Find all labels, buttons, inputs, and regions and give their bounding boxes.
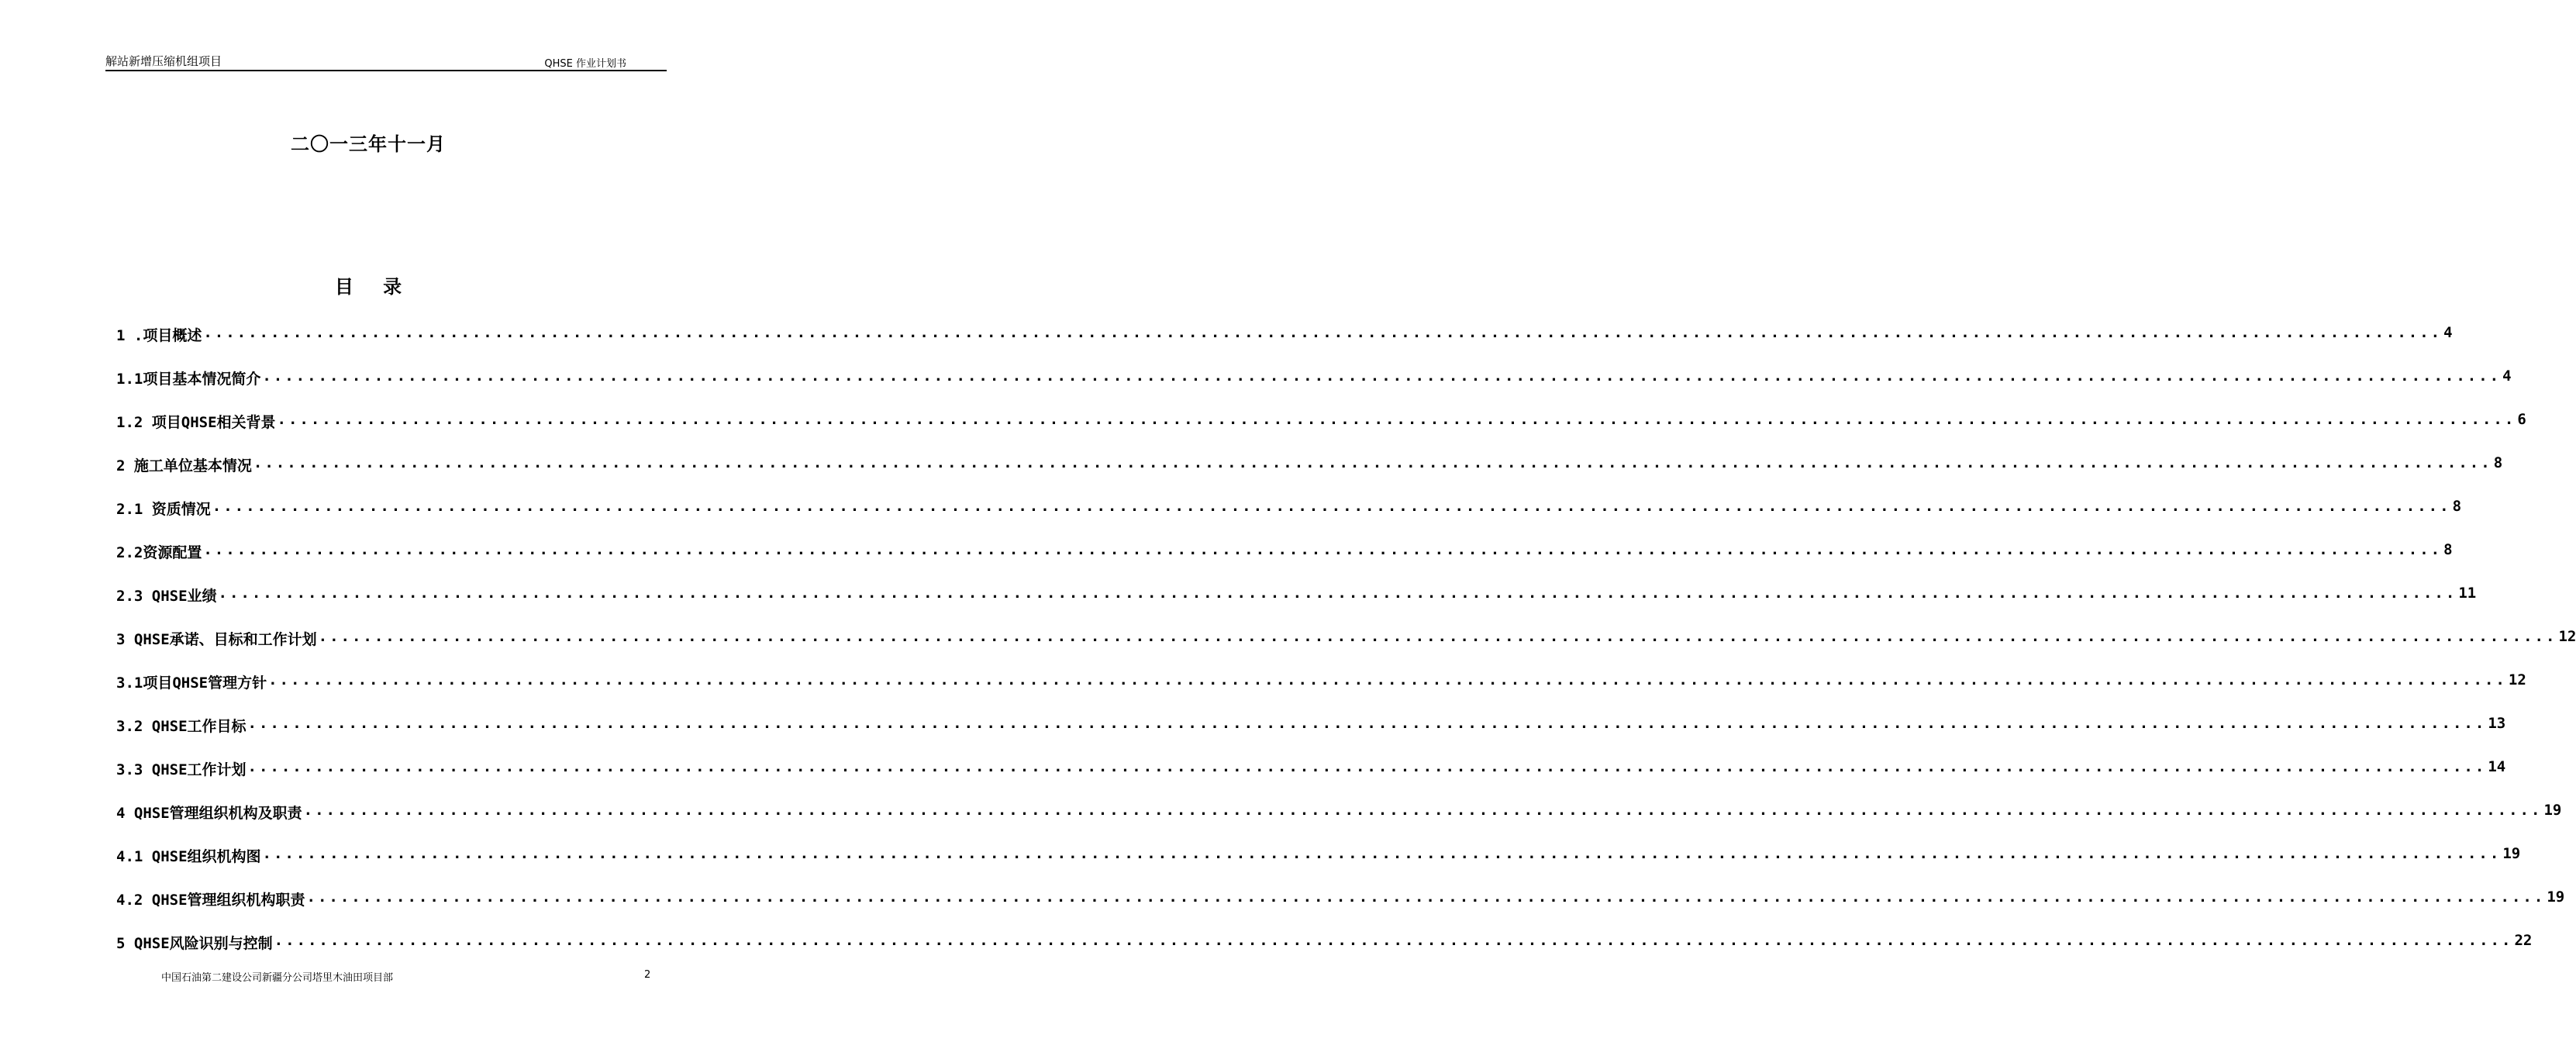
header-document-type: QHSE 作业计划书 xyxy=(544,58,626,70)
toc-dot-leader: ........................................................................................................................................................................................................ xyxy=(262,367,2502,385)
toc-entry-label: 1 .项目概述 xyxy=(116,324,202,345)
toc-entry-label: 3.2 QHSE工作目标 xyxy=(116,715,247,736)
toc-dot-leader: ........................................................................................................................................................................................................ xyxy=(303,802,2543,819)
table-of-contents xyxy=(116,324,2576,975)
toc-entry[interactable] xyxy=(116,498,2462,541)
toc-entry-page: 12 xyxy=(2508,671,2526,688)
toc-entry[interactable] xyxy=(116,888,2565,932)
toc-entry[interactable] xyxy=(116,715,2506,758)
toc-entry[interactable] xyxy=(116,758,2506,802)
toc-entry-page: 8 xyxy=(2493,454,2503,471)
toc-dot-leader: ........................................................................................................................................................................................................ xyxy=(218,585,2457,602)
toc-entry[interactable] xyxy=(116,671,2526,715)
header-project-name: 解站新增压缩机组项目 xyxy=(105,54,222,68)
toc-entry-label: 2 施工单位基本情况 xyxy=(116,454,252,475)
toc-entry-label: 3.3 QHSE工作计划 xyxy=(116,758,247,779)
toc-entry-label: 3 QHSE承诺、目标和工作计划 xyxy=(116,628,317,649)
toc-entry-page: 8 xyxy=(2443,541,2453,558)
toc-entry-page: 13 xyxy=(2488,715,2506,732)
toc-dot-leader: ........................................................................................................................................................................................................ xyxy=(268,671,2507,688)
toc-dot-leader: ........................................................................................................................................................................................................ xyxy=(253,454,2492,471)
toc-entry-label: 4.2 QHSE管理组织机构职责 xyxy=(116,888,305,909)
toc-entry-label: 1.2 项目QHSE相关背景 xyxy=(116,411,276,432)
toc-entry-page: 19 xyxy=(2543,802,2562,819)
toc-entry[interactable] xyxy=(116,411,2526,454)
toc-entry[interactable] xyxy=(116,541,2453,585)
toc-entry-label: 1.1项目基本情况简介 xyxy=(116,367,260,388)
toc-entry-label: 4 QHSE管理组织机构及职责 xyxy=(116,802,302,823)
toc-entry-label: 3.1项目QHSE管理方针 xyxy=(116,671,267,692)
toc-entry-page: 12 xyxy=(2558,628,2576,645)
toc-dot-leader: ........................................................................................................................................................................................................ xyxy=(306,888,2546,906)
toc-entry[interactable] xyxy=(116,454,2503,498)
toc-entry[interactable] xyxy=(116,628,2576,671)
toc-dot-leader: ........................................................................................................................................................................................................ xyxy=(274,932,2513,949)
toc-entry-label: 4.1 QHSE组织机构图 xyxy=(116,845,261,866)
toc-entry-label: 2.1 资质情况 xyxy=(116,498,211,519)
toc-entry[interactable] xyxy=(116,845,2521,888)
toc-dot-leader: ........................................................................................................................................................................................................ xyxy=(318,628,2557,645)
toc-entry[interactable] xyxy=(116,802,2562,845)
toc-entry-page: 8 xyxy=(2452,498,2462,515)
toc-dot-leader: ........................................................................................................................................................................................................ xyxy=(247,715,2487,732)
toc-entry-label: 2.2资源配置 xyxy=(116,541,202,562)
toc-entry-page: 11 xyxy=(2458,585,2477,602)
toc-entry-page: 14 xyxy=(2488,758,2506,775)
toc-entry[interactable] xyxy=(116,367,2512,411)
document-date: 二〇一三年十一月 xyxy=(291,133,446,155)
footer-page-number: 2 xyxy=(644,969,651,981)
toc-entry[interactable] xyxy=(116,324,2453,367)
toc-dot-leader: ........................................................................................................................................................................................................ xyxy=(277,411,2516,428)
toc-entry-page: 6 xyxy=(2517,411,2526,428)
toc-entry-page: 4 xyxy=(2502,367,2512,385)
toc-entry-page: 19 xyxy=(2502,845,2521,862)
toc-dot-leader: ........................................................................................................................................................................................................ xyxy=(203,541,2443,558)
toc-dot-leader: ........................................................................................................................................................................................................ xyxy=(212,498,2451,515)
toc-dot-leader: ........................................................................................................................................................................................................ xyxy=(247,758,2487,775)
toc-title: 目 录 xyxy=(334,276,402,298)
toc-entry-page: 19 xyxy=(2547,888,2565,906)
toc-entry-page: 4 xyxy=(2443,324,2453,341)
toc-entry[interactable] xyxy=(116,585,2477,628)
footer-organization: 中国石油第二建设公司新疆分公司塔里木油田项目部 xyxy=(161,972,394,984)
toc-entry-label: 5 QHSE风险识别与控制 xyxy=(116,932,273,953)
page-header xyxy=(105,51,667,71)
toc-dot-leader: ........................................................................................................................................................................................................ xyxy=(262,845,2502,862)
toc-entry-page: 22 xyxy=(2514,932,2533,949)
toc-entry-label: 2.3 QHSE业绩 xyxy=(116,585,217,606)
toc-dot-leader: ........................................................................................................................................................................................................ xyxy=(203,324,2443,341)
